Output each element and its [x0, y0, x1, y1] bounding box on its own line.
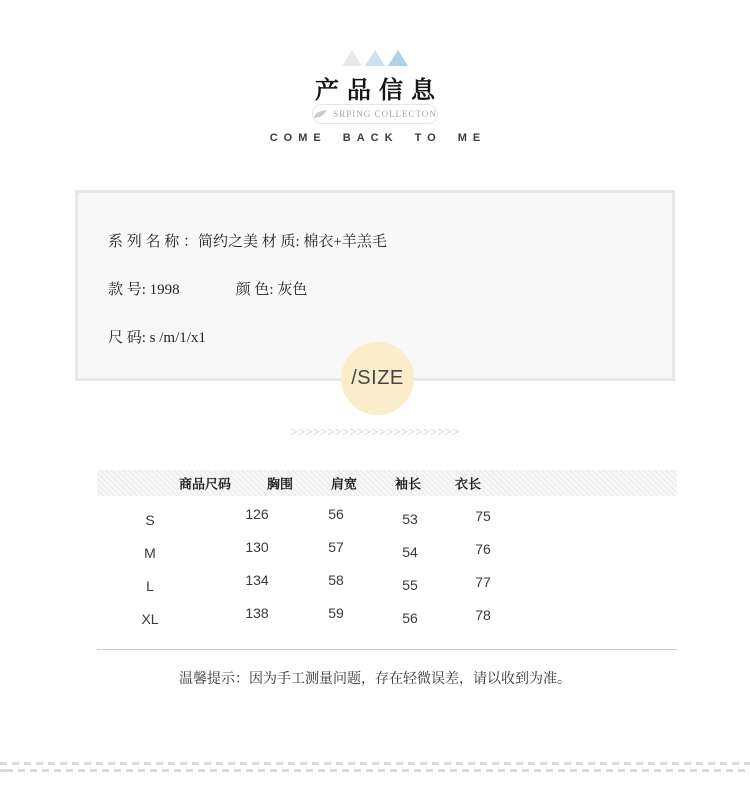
column-header-bust: 胸围 — [266, 476, 294, 492]
size-range-line: 尺 码: s /m/1/x1 — [108, 330, 206, 346]
size-table — [97, 470, 677, 650]
cell-size: XL — [141, 611, 159, 627]
table-bottom-rule — [97, 649, 677, 650]
cell-bust: 126 — [245, 506, 269, 522]
table-row — [97, 534, 677, 567]
cell-length: 77 — [475, 574, 491, 590]
table-row — [97, 600, 677, 633]
cell-size: S — [145, 512, 155, 528]
cell-bust: 130 — [245, 539, 269, 555]
collection-badge — [312, 104, 438, 124]
scallop-row — [0, 762, 750, 765]
cell-size: M — [144, 545, 156, 561]
table-row — [97, 501, 677, 534]
cell-shoulder: 59 — [328, 605, 344, 621]
cell-shoulder: 58 — [328, 572, 344, 588]
triangle-decoration — [0, 50, 750, 66]
color-value: 颜 色: 灰色 — [235, 282, 308, 298]
page-title: 产品信息 — [315, 77, 443, 104]
leaf-icon — [313, 109, 328, 119]
column-header-sleeve: 袖长 — [394, 476, 422, 492]
cell-shoulder: 56 — [328, 506, 344, 522]
triangle-icon — [342, 50, 362, 66]
cell-sleeve: 54 — [402, 544, 418, 560]
cell-length: 78 — [475, 607, 491, 623]
scallop-row — [0, 769, 750, 772]
model-number: 款 号: 1998 — [108, 282, 180, 298]
column-header-length: 衣长 — [454, 476, 482, 492]
cell-length: 75 — [475, 508, 491, 524]
column-header-size: 商品尺码 — [178, 476, 232, 492]
triangle-icon — [388, 50, 408, 66]
cell-sleeve: 55 — [402, 577, 418, 593]
column-header-shoulder: 肩宽 — [330, 476, 358, 492]
triangle-icon — [365, 50, 385, 66]
model-and-color-line — [108, 278, 307, 299]
table-row — [97, 567, 677, 600]
series-and-material-line: 系 列 名 称 ：简约之美 材 质: 棉衣+羊羔毛 — [108, 234, 387, 250]
cell-sleeve: 56 — [402, 610, 418, 626]
measurement-note: 温馨提示：因为手工测量问题，存在轻微误差，请以收到为准。 — [179, 670, 571, 686]
collection-badge-label: SRPING COLLECTON — [333, 109, 437, 119]
cell-bust: 138 — [245, 605, 269, 621]
cell-shoulder: 57 — [328, 539, 344, 555]
size-table-body — [97, 496, 677, 633]
tagline: COME BACK TO ME — [269, 132, 487, 144]
size-section-badge: /SIZE — [341, 342, 414, 415]
size-table-header — [97, 470, 677, 496]
arrows-divider: >>>>>>>>>>>>>>>>>>>>>>> — [290, 424, 460, 439]
cell-length: 76 — [475, 541, 491, 557]
cell-bust: 134 — [245, 572, 269, 588]
cell-sleeve: 53 — [402, 511, 418, 527]
scallop-border — [0, 762, 750, 772]
cell-size: L — [146, 578, 154, 594]
